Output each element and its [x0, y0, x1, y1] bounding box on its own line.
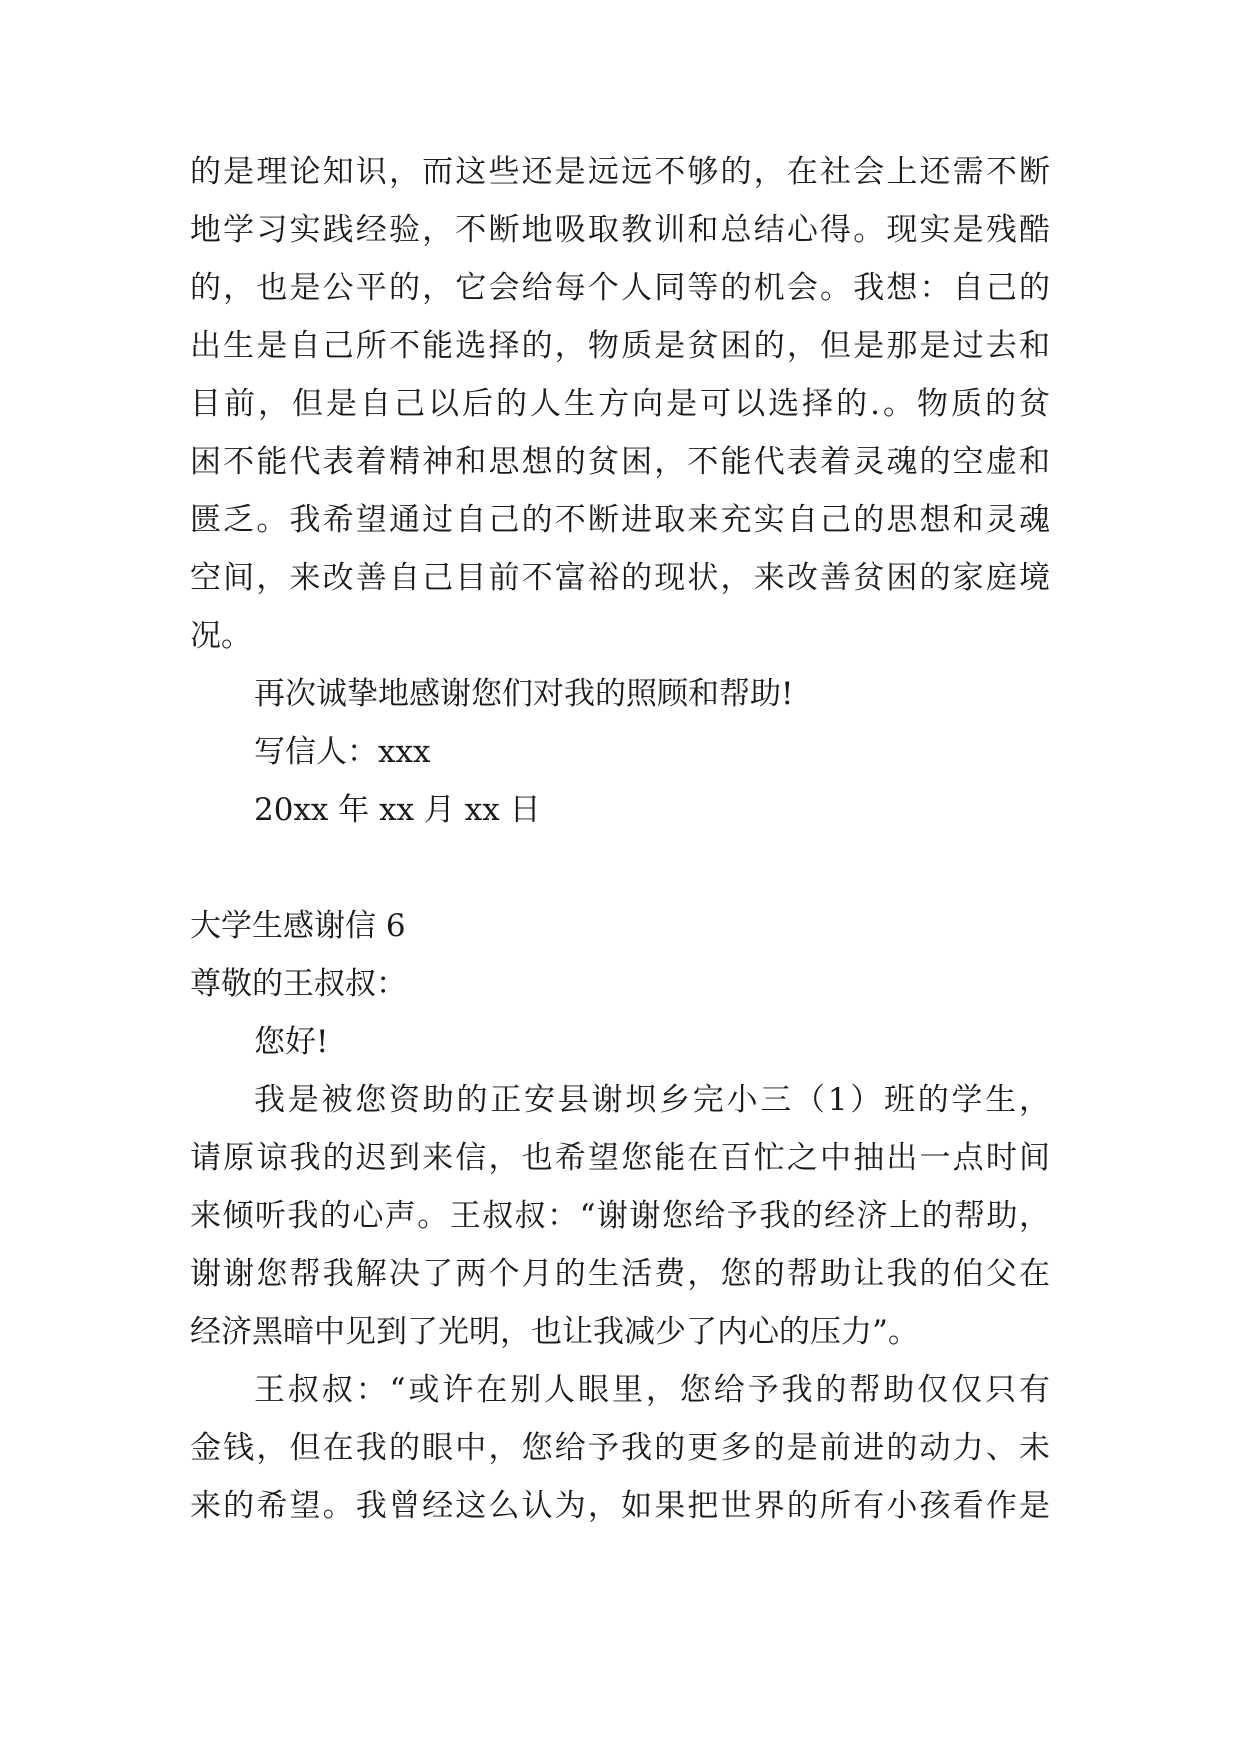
body-text-line: 谢谢您帮我解决了两个月的生活费，您的帮助让我的伯父在 — [190, 1256, 1050, 1292]
salutation: 尊敬的王叔叔： — [190, 966, 407, 1002]
body-text-line: 王叔叔：“或许在别人眼里，您给予我的帮助仅仅只有 — [254, 1372, 1050, 1408]
body-text-line: 的是理论知识，而这些还是远远不够的，在社会上还需不断 — [190, 154, 1050, 190]
section-title: 大学生感谢信 6 — [190, 908, 406, 944]
body-text-line: 地学习实践经验，不断地吸取教训和总结心得。现实是残酷 — [190, 212, 1050, 248]
body-text-line: 金钱，但在我的眼中，您给予我的更多的是前进的动力、未 — [190, 1430, 1050, 1466]
date-line: 20xx 年 xx 月 xx 日 — [254, 792, 541, 828]
greeting: 您好! — [254, 1024, 329, 1060]
body-text-line: 出生是自己所不能选择的，物质是贫困的，但是那是过去和 — [190, 328, 1050, 364]
body-text-line: 困不能代表着精神和思想的贫困，不能代表着灵魂的空虚和 — [190, 444, 1050, 480]
body-text-line: 目前，但是自己以后的人生方向是可以选择的.。物质的贫 — [190, 386, 1050, 422]
body-text-line: 我是被您资助的正安县谢坝乡完小三（1）班的学生， — [254, 1082, 1050, 1118]
body-text-line: 经济黑暗中见到了光明，也让我减少了内心的压力”。 — [190, 1314, 919, 1350]
closing-line: 再次诚挚地感谢您们对我的照顾和帮助! — [254, 676, 794, 712]
body-text-line: 空间，来改善自己目前不富裕的现状，来改善贫困的家庭境 — [190, 560, 1050, 596]
body-text-line: 匮乏。我希望通过自己的不断进取来充实自己的思想和灵魂 — [190, 502, 1050, 538]
body-text-line: 来的希望。我曾经这么认为，如果把世界的所有小孩看作是 — [190, 1488, 1050, 1524]
signature-line: 写信人：xxx — [254, 734, 431, 770]
body-text-line: 来倾听我的心声。王叔叔：“谢谢您给予我的经济上的帮助， — [190, 1198, 1050, 1234]
body-text-line: 请原谅我的迟到来信，也希望您能在百忙之中抽出一点时间 — [190, 1140, 1050, 1176]
body-text-line: 况。 — [190, 618, 252, 654]
body-text-line: 的，也是公平的，它会给每个人同等的机会。我想：自己的 — [190, 270, 1050, 306]
